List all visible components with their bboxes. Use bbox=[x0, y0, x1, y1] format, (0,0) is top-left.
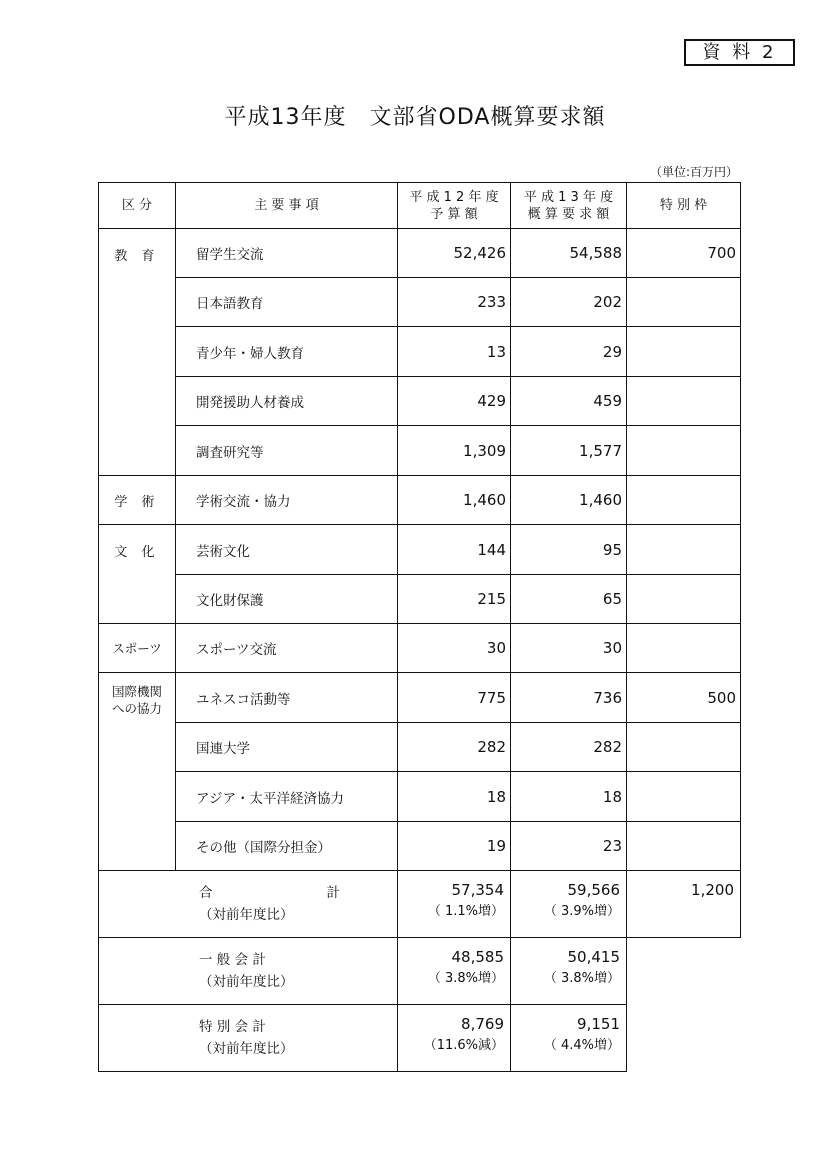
special-account-budget12-cell bbox=[398, 1005, 511, 1072]
table-row bbox=[99, 723, 741, 772]
budget12-cell: 13 bbox=[398, 327, 511, 377]
request13-cell: 29 bbox=[511, 327, 627, 377]
category-international-line2: への協力 bbox=[111, 701, 162, 716]
total-request13-cell bbox=[511, 871, 627, 938]
budget12-cell: 30 bbox=[398, 624, 511, 673]
budget12-cell: 144 bbox=[398, 525, 511, 575]
general-request13: 50,415 bbox=[567, 948, 620, 966]
special-account-budget12: 8,769 bbox=[461, 1015, 504, 1033]
budget12-cell: 215 bbox=[398, 575, 511, 624]
request13-cell: 282 bbox=[511, 723, 627, 772]
special-cell bbox=[627, 278, 741, 327]
special-account-label-cell bbox=[99, 1005, 398, 1072]
request13-cell: 95 bbox=[511, 525, 627, 575]
header-budget12-line1: 平 成 1 2 年 度 bbox=[409, 189, 499, 205]
table-row bbox=[99, 772, 741, 822]
special-account-request13: 9,151 bbox=[577, 1015, 620, 1033]
general-request13-cell bbox=[511, 938, 627, 1005]
header-request13 bbox=[511, 183, 627, 229]
request13-cell: 30 bbox=[511, 624, 627, 673]
general-budget12-pct: （ 3.8%増） bbox=[427, 971, 504, 986]
item-cell: 文化財保護 bbox=[176, 575, 398, 624]
item-cell: 国連大学 bbox=[176, 723, 398, 772]
request13-cell: 23 bbox=[511, 822, 627, 871]
item-cell: その他（国際分担金） bbox=[176, 822, 398, 871]
total-special-cell: 1,200 bbox=[627, 871, 741, 938]
item-cell: スポーツ交流 bbox=[176, 624, 398, 673]
special-cell: 500 bbox=[627, 673, 741, 723]
total-request13-pct: （ 3.9%増） bbox=[543, 904, 620, 919]
item-cell: 学術交流・協力 bbox=[176, 476, 398, 525]
request13-cell: 1,460 bbox=[511, 476, 627, 525]
item-cell: ユネスコ活動等 bbox=[176, 673, 398, 723]
special-cell bbox=[627, 772, 741, 822]
general-budget12-cell bbox=[398, 938, 511, 1005]
general-request13-pct: （ 3.8%増） bbox=[543, 971, 620, 986]
request13-cell: 65 bbox=[511, 575, 627, 624]
special-cell bbox=[627, 426, 741, 476]
budget-table-frame bbox=[98, 182, 741, 1072]
total-label: 合 計 bbox=[199, 885, 352, 901]
category-education: 教 育 bbox=[99, 229, 176, 476]
special-cell bbox=[627, 377, 741, 426]
request13-cell: 1,577 bbox=[511, 426, 627, 476]
request13-cell: 736 bbox=[511, 673, 627, 723]
category-international-line1: 国際機関 bbox=[111, 684, 162, 699]
request13-cell: 202 bbox=[511, 278, 627, 327]
special-cell bbox=[627, 476, 741, 525]
budget12-cell: 19 bbox=[398, 822, 511, 871]
item-cell: 留学生交流 bbox=[176, 229, 398, 278]
special-account-budget12-pct: （11.6%減） bbox=[423, 1038, 504, 1053]
table-row bbox=[99, 525, 741, 575]
header-request13-line2: 概 算 要 求 額 bbox=[527, 206, 610, 222]
empty-cell bbox=[627, 1005, 741, 1072]
budget12-cell: 775 bbox=[398, 673, 511, 723]
general-label: 一 般 会 計 bbox=[199, 952, 266, 968]
total-row bbox=[99, 871, 741, 938]
request13-cell: 54,588 bbox=[511, 229, 627, 278]
empty-cell bbox=[627, 938, 741, 1005]
budget12-cell: 1,460 bbox=[398, 476, 511, 525]
special-account-sub-label: （対前年度比） bbox=[199, 1041, 294, 1057]
table-row bbox=[99, 426, 741, 476]
table-row bbox=[99, 476, 741, 525]
special-account-row bbox=[99, 1005, 741, 1072]
table-row bbox=[99, 327, 741, 377]
total-budget12-pct: （ 1.1%増） bbox=[427, 904, 504, 919]
request13-cell: 18 bbox=[511, 772, 627, 822]
table-row bbox=[99, 377, 741, 426]
special-cell: 700 bbox=[627, 229, 741, 278]
request13-cell: 459 bbox=[511, 377, 627, 426]
budget12-cell: 233 bbox=[398, 278, 511, 327]
special-account-request13-pct: （ 4.4%増） bbox=[543, 1038, 620, 1053]
special-account-label: 特 別 会 計 bbox=[199, 1019, 266, 1035]
category-academic: 学 術 bbox=[99, 476, 176, 525]
special-cell bbox=[627, 822, 741, 871]
budget12-cell: 52,426 bbox=[398, 229, 511, 278]
header-row bbox=[99, 183, 741, 229]
item-cell: 調査研究等 bbox=[176, 426, 398, 476]
special-cell bbox=[627, 624, 741, 673]
unit-note: （単位:百万円） bbox=[649, 165, 738, 179]
general-sub-label: （対前年度比） bbox=[199, 974, 294, 990]
total-budget12: 57,354 bbox=[451, 881, 504, 899]
document-label: 資 料 2 bbox=[684, 39, 795, 66]
table-row bbox=[99, 822, 741, 871]
total-label-cell bbox=[99, 871, 398, 938]
header-budget12-line2: 予 算 額 bbox=[430, 206, 478, 222]
budget12-cell: 1,309 bbox=[398, 426, 511, 476]
item-cell: 芸術文化 bbox=[176, 525, 398, 575]
total-sub-label: （対前年度比） bbox=[199, 907, 294, 923]
table-row bbox=[99, 673, 741, 723]
special-account-request13-cell bbox=[511, 1005, 627, 1072]
table-row bbox=[99, 229, 741, 278]
special-cell bbox=[627, 723, 741, 772]
budget12-cell: 429 bbox=[398, 377, 511, 426]
item-cell: 開発援助人材養成 bbox=[176, 377, 398, 426]
header-special: 特 別 枠 bbox=[627, 183, 741, 229]
category-international bbox=[99, 673, 176, 871]
general-account-row bbox=[99, 938, 741, 1005]
header-budget12 bbox=[398, 183, 511, 229]
item-cell: アジア・太平洋経済協力 bbox=[176, 772, 398, 822]
page-title: 平成13年度 文部省ODA概算要求額 bbox=[224, 105, 606, 130]
budget12-cell: 282 bbox=[398, 723, 511, 772]
total-budget12-cell bbox=[398, 871, 511, 938]
table-row bbox=[99, 624, 741, 673]
table-row bbox=[99, 278, 741, 327]
general-label-cell bbox=[99, 938, 398, 1005]
total-request13: 59,566 bbox=[567, 881, 620, 899]
budget12-cell: 18 bbox=[398, 772, 511, 822]
special-cell bbox=[627, 525, 741, 575]
header-request13-line1: 平 成 1 3 年 度 bbox=[523, 189, 614, 205]
table-row bbox=[99, 575, 741, 624]
item-cell: 青少年・婦人教育 bbox=[176, 327, 398, 377]
budget-table bbox=[98, 182, 741, 1072]
general-budget12: 48,585 bbox=[451, 948, 504, 966]
header-category: 区 分 bbox=[99, 183, 176, 229]
category-sports: スポーツ bbox=[99, 624, 176, 673]
special-cell bbox=[627, 327, 741, 377]
special-cell bbox=[627, 575, 741, 624]
item-cell: 日本語教育 bbox=[176, 278, 398, 327]
header-item: 主 要 事 項 bbox=[176, 183, 398, 229]
category-culture: 文 化 bbox=[99, 525, 176, 624]
